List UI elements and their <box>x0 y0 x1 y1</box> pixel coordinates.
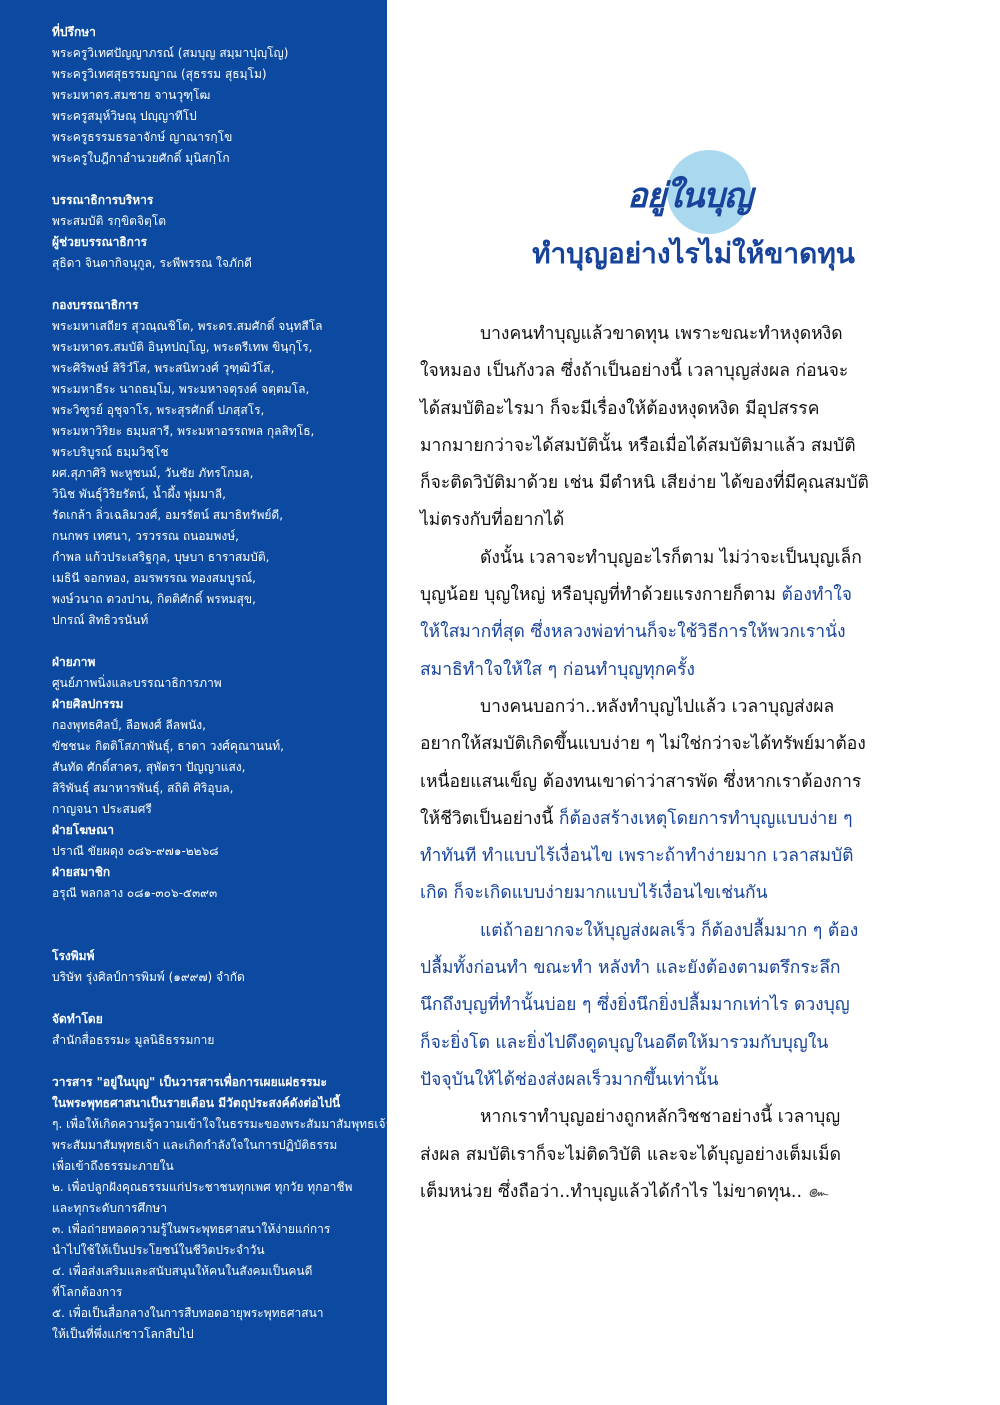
credit-line: ศูนย์ภาพนิ่งและบรรณาธิการภาพ <box>52 676 222 690</box>
credit-line: พระมหาดร.สมบัติ อินฺทปญฺโญ, พระตรีเทพ ขินฺกุโร, <box>52 340 313 354</box>
credit-line: พระสมบัติ รกฺขิตจิตฺโต <box>52 214 167 228</box>
body-text: หากเราทำบุญอย่างถูกหลักวิชชาอย่างนี้ เวลาบุญ <box>480 1107 841 1128</box>
paragraph-line <box>420 764 972 801</box>
credit-line: ผศ.สุภาศิริ พะหูชนม์, วันชัย ภัทรโกมล, <box>52 466 254 480</box>
credit-line: เพื่อเข้าถึงธรรมะภายใน <box>52 1159 174 1173</box>
body-text: ใจหมอง เป็นกังวล ซึ่งถ้าเป็นอย่างนี้ เวลาบุญส่งผล ก่อนจะ <box>420 361 849 382</box>
paragraph-line <box>420 465 972 502</box>
exec-editor-list <box>52 211 377 232</box>
credit-line: ที่โลกต้องการ <box>52 1285 123 1299</box>
credit-line: ๕. เพื่อเป็นสื่อกลางในการสืบทอดอายุพระพุทธศาสนา <box>52 1306 324 1320</box>
credit-line: พระครูธรรมธรอาจักษ์ ญาณารกฺโข <box>52 130 233 144</box>
body-text: บางคนบอกว่า..หลังทำบุญไปแล้ว เวลาบุญส่งผล <box>480 696 835 717</box>
credit-line: กำพล แก้วประเสริฐกุล, บุษบา ธาราสมบัติ, <box>52 550 270 564</box>
magazine-logo <box>607 150 772 230</box>
photo-list <box>52 673 377 694</box>
credit-line: ปราณี ขัยผดุง ๐๘๖-๙๗๑-๒๒๖๘ <box>52 844 219 858</box>
article-body <box>420 316 972 1211</box>
credit-line: พงษ์วนาถ ดวงปาน, กิตติศักดิ์ พรหมสุข, <box>52 592 256 606</box>
paragraph-line <box>420 838 972 875</box>
advisors-section <box>52 22 377 169</box>
art-list <box>52 715 377 820</box>
paragraph-line <box>420 652 972 689</box>
credit-line: พระวิฑูรย์ อุชุจาโร, พระสุรศักดิ์ ปภสฺสโร, <box>52 403 265 417</box>
section-heading: ฝ่ายสมาชิก <box>52 865 111 879</box>
body-text: เต็มหน่วย ซึ่งถือว่า..ทำบุญแล้วได้กำไร ไม่ขาดทุน.. <box>420 1181 803 1202</box>
paragraph-line <box>420 987 972 1024</box>
credit-line: พระสัมมาสัมพุทธเจ้า และเกิดกำลังใจในการปฏิบัติธรรม <box>52 1138 338 1152</box>
photo-art-section <box>52 652 377 904</box>
producer-section <box>52 1009 377 1051</box>
paragraph-line <box>420 1062 972 1099</box>
article-page <box>387 0 1000 1405</box>
printer-list <box>52 967 377 988</box>
section-heading: ฝ่ายศิลปกรรม <box>52 697 124 711</box>
section-heading: ผู้ช่วยบรรณาธิการ <box>52 235 148 249</box>
credit-line: ๓. เพื่อถ่ายทอดความรู้ในพระพุทธศาสนาให้ง่ายแก่การ <box>52 1222 331 1236</box>
highlight-text: ต้องทำใจ <box>781 585 853 606</box>
highlight-text: ก็ต้องสร้างเหตุโดยการทำบุญแบบง่าย ๆ <box>558 808 853 829</box>
body-text: ได้สมบัติอะไรมา ก็จะมีเรื่องให้ต้องหงุดหงิด มีอุปสรรค <box>420 398 820 419</box>
paragraph-line <box>420 614 972 651</box>
highlight-text: ทำทันที ทำแบบไร้เงื่อนไข เพราะถ้าทำง่ายมาก เวลาสมบัติ <box>420 846 854 867</box>
paragraph-line <box>420 913 972 950</box>
paragraph-line <box>420 577 972 614</box>
paragraph-line <box>420 1174 972 1211</box>
purpose-list <box>52 1114 571 1345</box>
paragraph-line <box>420 540 972 577</box>
credit-line: พระมหาดร.สมชาย จานวุฑฺโฒ <box>52 88 211 102</box>
credit-line: กนกพร เทศนา, วรวรรณ ถนอมพงษ์, <box>52 529 239 543</box>
exec-editor-section <box>52 190 377 274</box>
section-heading: บรรณาธิการบริหาร <box>52 193 154 207</box>
credit-line: พระครูวิเทศสุธรรมญาณ (สุธรรม สุธมฺโม) <box>52 67 267 81</box>
credit-line: พระครูวิเทศปัญญาภรณ์ (สมบุญ สมฺมาปุญฺโญ) <box>52 46 289 60</box>
paragraph-line <box>420 1025 972 1062</box>
credit-line: กาญจนา ประสมศรี <box>52 802 152 816</box>
section-heading: กองบรรณาธิการ <box>52 298 139 312</box>
highlight-text: ปลื้มทั้งก่อนทำ ขณะทำ หลังทำ และยังต้องตามตรึกระลึก <box>420 958 841 979</box>
credit-line: วารสาร "อยู่ในบุญ" เป็นวารสารเพื่อการเผยแผ่ธรรมะ <box>52 1075 327 1089</box>
editorial-section <box>52 295 377 631</box>
paragraph-line <box>420 316 972 353</box>
credit-line: นำไปใช้ให้เป็นประโยชน์ในชีวิตประจำวัน <box>52 1243 265 1257</box>
credit-line: และทุกระดับการศึกษา <box>52 1201 167 1215</box>
paragraph-line <box>420 689 972 726</box>
credit-line: พระครูสมุห์วิษณุ ปญฺญาทีโป <box>52 109 197 123</box>
purpose-heading <box>52 1072 377 1114</box>
credit-line: พระศิริพงษ์ สิริวํโส, พระสนิทวงศ์ วุฑฺฒิวํโส, <box>52 361 275 375</box>
credit-line: อรุณี พลกลาง ๐๘๑-๓๐๖-๕๓๙๓ <box>52 886 218 900</box>
body-text: บุญน้อย บุญใหญ่ หรือบุญที่ทำด้วยแรงกายก็ตาม <box>420 585 782 606</box>
credit-line: รัดเกล้า ลิ่วเฉลิมวงศ์, อมรรัตน์ สมาธิทรัพย์ดี, <box>52 508 284 522</box>
paragraph-line <box>420 950 972 987</box>
paragraph-line <box>420 1099 972 1136</box>
credit-line: ๆ. เพื่อให้เกิดความรู้ความเข้าใจในธรรมะของพระสัมมาสัมพุทธเจ้า และเกิดกำลังใจในการปฏิบัติธรรม <box>52 1117 571 1131</box>
credit-line: ๒. เพื่อปลูกฝังคุณธรรมแก่ประชาชนทุกเพศ ทุกวัย ทุกอาชีพ <box>52 1180 353 1194</box>
highlight-text: สมาธิทำใจให้ใส ๆ ก่อนทำบุญทุกครั้ง <box>420 659 695 680</box>
credit-line: สิริพันธุ์ สมาหารพันธุ์, สถิติ ศิริอุบล, <box>52 781 234 795</box>
highlight-text: ก็จะยิ่งโต และยิ่งไปดึงดูดบุญในอดีตให้มารวมกับบุญใน <box>420 1032 829 1053</box>
advisors-list <box>52 43 377 169</box>
body-text: มากมายกว่าจะได้สมบัตินั้น หรือเมื่อได้สมบัติมาแล้ว สมบัติ <box>420 435 856 456</box>
printer-section <box>52 946 377 988</box>
credit-line: ให้เป็นที่พึ่งแก่ชาวโลกสืบไป <box>52 1327 194 1341</box>
body-text: บางคนทำบุญแล้วขาดทุน เพราะขณะทำหงุดหงิด <box>480 324 843 344</box>
highlight-text: ให้ใสมากที่สุด ซึ่งหลวงพ่อท่านก็จะใช้วิธีการให้พวกเรานั่ง <box>420 622 846 643</box>
body-text: ก็จะติดวิบัติมาด้วย เช่น มีตำหนิ เสียง่าย ได้ของที่มีคุณสมบัติ <box>420 473 869 494</box>
asst-editor-list <box>52 253 377 274</box>
highlight-text: แต่ถ้าอยากจะให้บุญส่งผลเร็ว ก็ต้องปลื้มมาก ๆ ต้อง <box>480 920 859 941</box>
section-heading: ฝ่ายภาพ <box>52 655 96 669</box>
section-heading: ที่ปรึกษา <box>52 25 96 39</box>
credit-line: วินิช พันธุ์วิริยรัตน์, น้ำผึ้ง พุ่มมาลี, <box>52 487 226 501</box>
credit-line: ในพระพุทธศาสนาเป็นรายเดือน มีวัตถุประสงค์ดังต่อไปนี้ <box>52 1096 341 1110</box>
paragraph-line <box>420 391 972 428</box>
producer-list <box>52 1030 377 1051</box>
credit-line: ๔. เพื่อส่งเสริมและสนับสนุนให้คนในสังคมเป็นคนดี <box>52 1264 313 1278</box>
ads-list <box>52 841 377 862</box>
body-text: เหนื่อยแสนเข็ญ ต้องทนเขาด่าว่าสารพัด ซึ่งหากเราต้องการ <box>420 771 862 792</box>
credit-line: สำนักสื่อธรรมะ มูลนิธิธรรมกาย <box>52 1033 215 1047</box>
credit-line: พระมหาวิริยะ ธมฺมสารี, พระมหาอรรถพล กุลสิทฺโธ, <box>52 424 315 438</box>
members-list <box>52 883 377 904</box>
paragraph-line <box>420 726 972 763</box>
logo-text: อยู่ในบุญ <box>627 176 752 216</box>
credit-line: พระมหาธีระ นาถธมฺโม, พระมหาจตุรงค์ จตฺตมโล, <box>52 382 310 396</box>
body-text: อยากให้สมบัติเกิดขึ้นแบบง่าย ๆ ไม่ใช่กว่าจะได้ทรัพย์มาต้อง <box>420 734 866 755</box>
end-mark-icon: ๛ <box>802 1181 828 1202</box>
article-title: ทำบุญอย่างไรไม่ให้ขาดทุน <box>532 237 855 270</box>
credit-line: ขัชชนะ กิตติโสภาพันธุ์, ธาดา วงศ์คุณานนท์, <box>52 739 284 753</box>
section-heading: จัดทำโดย <box>52 1012 103 1026</box>
credit-line: เมธินี จอกทอง, อมรพรรณ ทองสมบูรณ์, <box>52 571 256 585</box>
credit-line: ปกรณ์ สิทธิวรนันท์ <box>52 613 149 627</box>
credit-line: สันทัด ศักดิ์สาคร, สุพัตรา ปัญญาแสง, <box>52 760 246 774</box>
credit-line: บริษัท รุ่งศิลป์การพิมพ์ (๑๙๙๗) จำกัด <box>52 970 245 984</box>
editorial-list <box>52 316 377 631</box>
paragraph-line <box>420 502 972 539</box>
highlight-text: ปัจจุบันให้ได้ช่องส่งผลเร็วมากขึ้นเท่านั้น <box>420 1069 719 1090</box>
body-text: ไม่ตรงกับที่อยากได้ <box>420 510 565 531</box>
body-text: ดังนั้น เวลาจะทำบุญอะไรก็ตาม ไม่ว่าจะเป็นบุญเล็ก <box>480 547 862 568</box>
paragraph-line <box>420 801 972 838</box>
section-heading: ฝ่ายโฆษณา <box>52 823 114 837</box>
credit-line: พระมหาเสถียร สุวณฺณชิโต, พระดร.สมศักดิ์ จนฺทสีโล <box>52 319 323 333</box>
paragraph-line <box>420 875 972 912</box>
credit-line: พระครูใบฎีกาอำนวยศักดิ์ มุนิสกฺโก <box>52 151 230 165</box>
paragraph-line <box>420 1137 972 1174</box>
credit-line: กองพุทธศิลป์, ลือพงศ์ ลีลพนัง, <box>52 718 206 732</box>
paragraph-line <box>420 353 972 390</box>
purpose-section <box>52 1072 571 1345</box>
paragraph-line <box>420 428 972 465</box>
section-heading: โรงพิมพ์ <box>52 949 95 963</box>
highlight-text: นึกถึงบุญที่ทำนั้นบ่อย ๆ ซึ่งยิ่งนึกยิ่งปลื้มมากเท่าไร ดวงบุญ <box>420 995 850 1016</box>
highlight-text: เกิด ก็จะเกิดแบบง่ายมากแบบไร้เงื่อนไขเช่นกัน <box>420 883 768 904</box>
body-text: ให้ชีวิตเป็นอย่างนี้ <box>420 808 559 829</box>
credit-line: สุธิดา จินดากิจนุกูล, ระพีพรรณ ใจภักดี <box>52 256 252 270</box>
body-text: ส่งผล สมบัติเราก็จะไม่ติดวิบัติ และจะได้บุญอย่างเต็มเม็ด <box>420 1144 841 1165</box>
credit-line: พระบริบูรณ์ ธมฺมวิชฺโช <box>52 445 169 459</box>
